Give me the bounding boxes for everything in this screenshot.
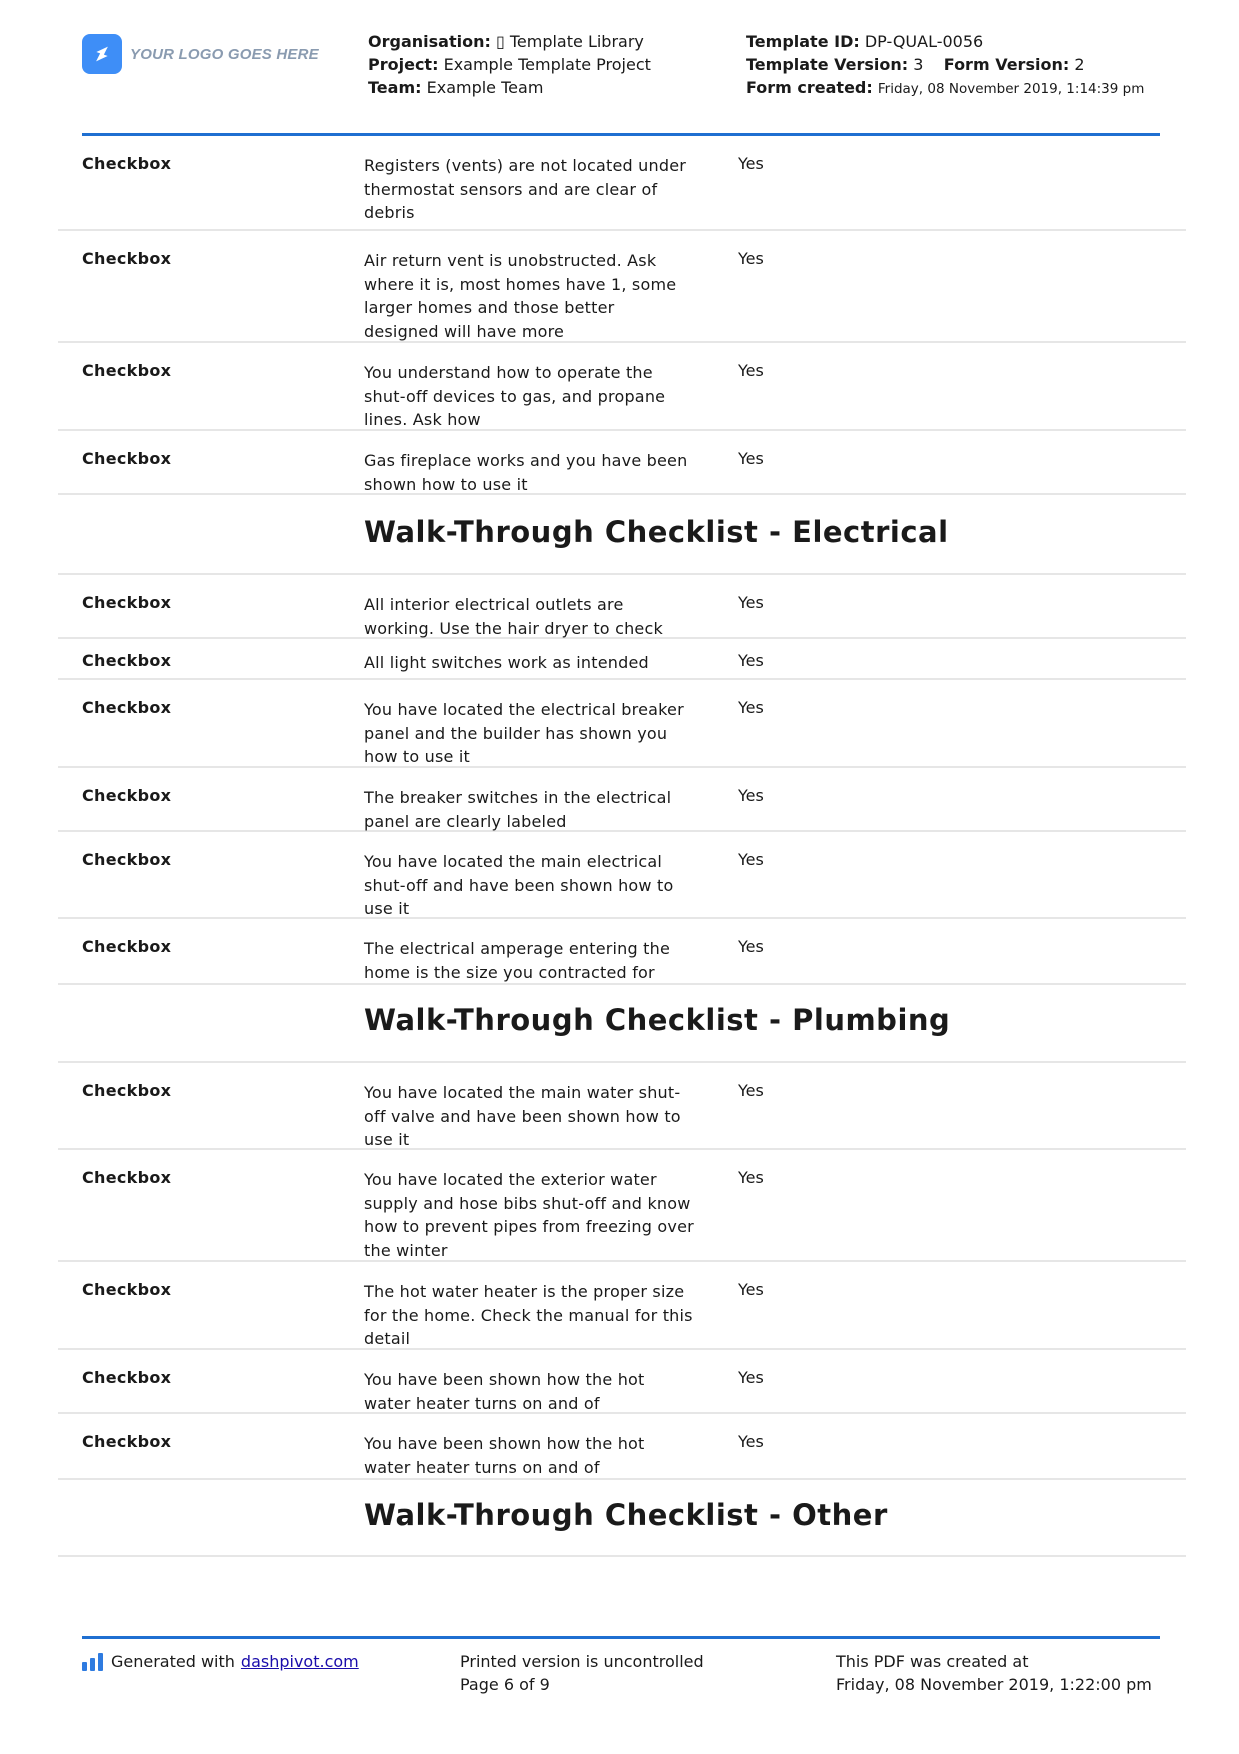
table-row <box>58 680 1186 768</box>
table-row <box>58 832 1186 919</box>
table-row <box>58 1063 1186 1150</box>
field-type: Checkbox <box>82 1432 172 1451</box>
page-number: Page 6 of 9 <box>460 1675 550 1694</box>
project-label: Project: <box>368 55 439 74</box>
logo <box>82 34 319 74</box>
question-text: Gas fireplace works and you have been shown how to use it <box>364 451 688 494</box>
table-row <box>58 1350 1186 1414</box>
question-text: The electrical amperage entering the home is the size you contracted for <box>364 939 671 982</box>
header-template-block <box>746 30 1166 101</box>
organisation-label: Organisation: <box>368 32 491 51</box>
question-text: You have been shown how the hot water heater turns on and of <box>364 1434 645 1477</box>
answer-value: Yes <box>738 1280 764 1299</box>
table-row <box>58 1262 1186 1350</box>
answer-value: Yes <box>738 1081 764 1100</box>
template-id-label: Template ID: <box>746 32 860 51</box>
template-version-label: Template Version: <box>746 55 909 74</box>
organisation-value: ▯ Template Library <box>495 32 644 51</box>
answer-value: Yes <box>738 249 764 268</box>
logo-text: YOUR LOGO GOES HERE <box>130 45 319 63</box>
section-heading <box>58 495 1186 575</box>
section-heading <box>58 985 1186 1063</box>
answer-value: Yes <box>738 1168 764 1187</box>
answer-value: Yes <box>738 850 764 869</box>
question-text: The hot water heater is the proper size for the home. Check the manual for this detail <box>364 1282 693 1348</box>
answer-value: Yes <box>738 154 764 173</box>
team-label: Team: <box>368 78 422 97</box>
team-value: Example Team <box>426 78 544 97</box>
generated-with <box>82 1650 359 1673</box>
dashpivot-icon <box>82 1653 103 1671</box>
answer-value: Yes <box>738 593 764 612</box>
question-text: You have been shown how the hot water heater turns on and of <box>364 1370 645 1413</box>
uncontrolled-notice: Printed version is uncontrolled <box>460 1652 704 1671</box>
answer-value: Yes <box>738 698 764 717</box>
checklist-content <box>58 136 1186 1557</box>
answer-value: Yes <box>738 786 764 805</box>
footer-divider <box>82 1636 1160 1639</box>
question-text: All light switches work as intended <box>364 653 649 672</box>
answer-value: Yes <box>738 1432 764 1451</box>
question-text: Air return vent is unobstructed. Ask where it is, most homes have 1, some larger homes and those better designed will have more <box>364 251 677 341</box>
pdf-created-label: This PDF was created at <box>836 1652 1029 1671</box>
project-value: Example Template Project <box>443 55 651 74</box>
field-type: Checkbox <box>82 154 172 173</box>
header-org-block <box>368 30 738 99</box>
field-type: Checkbox <box>82 1368 172 1387</box>
field-type: Checkbox <box>82 698 172 717</box>
field-type: Checkbox <box>82 449 172 468</box>
pdf-created-info <box>836 1650 1156 1696</box>
table-row <box>58 768 1186 832</box>
table-row <box>58 919 1186 985</box>
field-type: Checkbox <box>82 651 172 670</box>
print-info <box>460 1650 790 1696</box>
field-type: Checkbox <box>82 361 172 380</box>
question-text: You understand how to operate the shut-off devices to gas, and propane lines. Ask how <box>364 363 666 429</box>
answer-value: Yes <box>738 449 764 468</box>
answer-value: Yes <box>738 651 764 670</box>
field-type: Checkbox <box>82 249 172 268</box>
form-version-label: Form Version: <box>943 55 1070 74</box>
section-title-plumbing: Walk-Through Checklist - Plumbing <box>364 1003 951 1037</box>
question-text: The breaker switches in the electrical panel are clearly labeled <box>364 788 672 831</box>
table-row <box>58 231 1186 343</box>
answer-value: Yes <box>738 937 764 956</box>
question-text: You have located the exterior water supply and hose bibs shut-off and know how to prevent pipes from freezing over the winter <box>364 1170 694 1260</box>
question-text: You have located the main electrical shut-off and have been shown how to use it <box>364 852 674 918</box>
table-row <box>58 136 1186 231</box>
pdf-created-date: Friday, 08 November 2019, 1:22:00 pm <box>836 1675 1152 1694</box>
question-text: You have located the main water shut-off valve and have been shown how to use it <box>364 1083 681 1149</box>
table-row <box>58 575 1186 639</box>
question-text: Registers (vents) are not located under thermostat sensors and are clear of debris <box>364 156 687 222</box>
template-version-value: 3 <box>913 55 924 74</box>
table-row <box>58 1414 1186 1480</box>
table-row <box>58 1150 1186 1262</box>
page-header <box>82 30 1160 135</box>
section-heading <box>58 1480 1186 1557</box>
field-type: Checkbox <box>82 850 172 869</box>
answer-value: Yes <box>738 1368 764 1387</box>
table-row <box>58 639 1186 680</box>
form-created-label: Form created: <box>746 78 873 97</box>
field-type: Checkbox <box>82 786 172 805</box>
logo-icon <box>82 34 122 74</box>
question-text: You have located the electrical breaker panel and the builder has shown you how to use it <box>364 700 684 766</box>
field-type: Checkbox <box>82 1280 172 1299</box>
table-row <box>58 343 1186 431</box>
field-type: Checkbox <box>82 593 172 612</box>
field-type: Checkbox <box>82 1168 172 1187</box>
generated-text: Generated with <box>111 1652 235 1671</box>
dashpivot-link[interactable]: dashpivot.com <box>240 1652 359 1671</box>
template-id-value: DP-QUAL-0056 <box>864 32 984 51</box>
form-created-value: Friday, 08 November 2019, 1:14:39 pm <box>877 81 1145 97</box>
field-type: Checkbox <box>82 1081 172 1100</box>
section-title-electrical: Walk-Through Checklist - Electrical <box>364 515 949 549</box>
answer-value: Yes <box>738 361 764 380</box>
question-text: All interior electrical outlets are working. Use the hair dryer to check <box>364 595 663 638</box>
form-version-value: 2 <box>1074 55 1085 74</box>
section-title-other: Walk-Through Checklist - Other <box>364 1498 888 1532</box>
field-type: Checkbox <box>82 937 172 956</box>
table-row <box>58 431 1186 495</box>
